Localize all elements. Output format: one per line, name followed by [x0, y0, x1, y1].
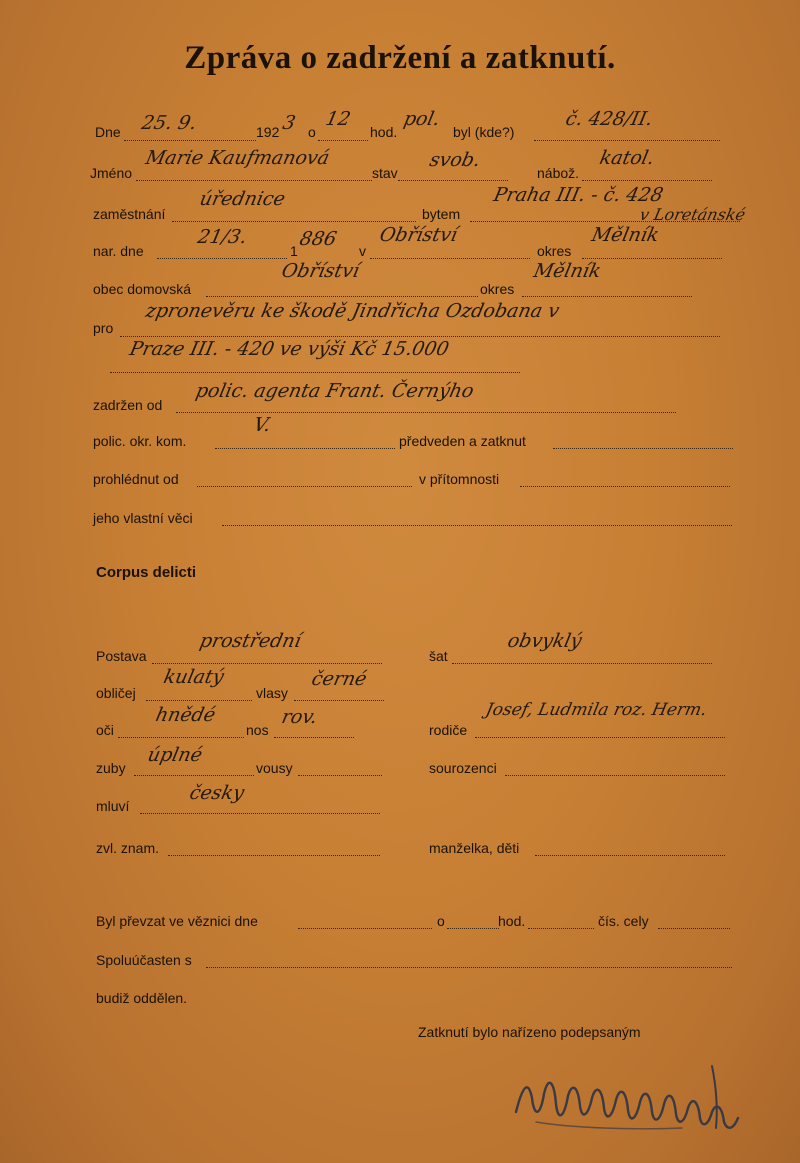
label-cis-cely: čís. cely — [598, 913, 649, 929]
label-zadrzen-od: zadržen od — [93, 397, 163, 413]
field-line-zamestnani — [172, 221, 416, 222]
signature-drawing — [512, 1058, 752, 1138]
value-oci: hnědé — [153, 704, 218, 726]
label-manzelka: manželka, děti — [429, 840, 520, 856]
heading-corpus-delicti: Corpus delicti — [96, 564, 197, 581]
value-okres: Mělník — [589, 224, 661, 246]
field-line-cis-cely — [658, 928, 730, 929]
value-nar-dne: 21/3. — [195, 226, 250, 248]
form-title: Zpráva o zadržení a zatknutí. — [184, 40, 616, 76]
label-mluvi: mluví — [96, 798, 130, 814]
field-line-nar-dne — [157, 258, 287, 259]
field-line-spoluucasten — [206, 967, 732, 968]
value-zadrzen-od: polic. agenta Frant. Černýho — [193, 380, 476, 402]
label-obec-domovska: obec domovská — [93, 281, 192, 297]
label-zamestnani: zaměstnání — [93, 206, 166, 222]
label-prohlednut-od: prohlédnut od — [93, 471, 179, 487]
label-byl-kde: byl (kde?) — [453, 124, 515, 140]
label-sourozenci: sourozenci — [429, 760, 497, 776]
field-line-prohlednut — [197, 486, 412, 487]
field-line-o-2 — [447, 928, 499, 929]
label-budiz-oddelen: budiž oddělen. — [96, 990, 188, 1006]
value-jmeno: Marie Kaufmanová — [143, 147, 332, 169]
label-stav: stav — [372, 165, 398, 181]
field-line-pro-1 — [120, 336, 720, 337]
field-line-jmeno — [136, 180, 372, 181]
field-line-manzelka — [535, 855, 725, 856]
field-line-sourozenci — [505, 775, 725, 776]
value-odpol: pol. — [401, 108, 443, 130]
field-line-veci — [222, 525, 732, 526]
value-hour: 12 — [323, 108, 353, 130]
label-okres: okres — [537, 243, 572, 259]
value-postava: prostřední — [197, 630, 304, 652]
value-obec-domovska: Obříství — [279, 260, 362, 282]
field-line-kde — [534, 140, 720, 141]
value-bytem: Praha III. - č. 428 — [491, 184, 666, 206]
label-jeho-veci: jeho vlastní věci — [93, 510, 193, 526]
label-postava: Postava — [96, 648, 147, 664]
field-line-okres-2 — [522, 296, 692, 297]
label-o-2: o — [437, 913, 445, 929]
value-rodice: Josef, Ludmila roz. Herm. — [483, 700, 709, 720]
field-line-sat — [452, 663, 712, 664]
field-line-oci — [118, 737, 244, 738]
label-zvl-znam: zvl. znam. — [96, 840, 160, 856]
value-naboz: katol. — [597, 147, 657, 169]
label-prevzat: Byl převzat ve věznici dne — [96, 913, 258, 929]
field-line-dne — [124, 140, 256, 141]
field-line-mluvi — [140, 813, 380, 814]
label-hod-2: hod. — [498, 913, 526, 929]
label-predveden: předveden a zatknut — [399, 433, 526, 449]
value-zamestnani: úřednice — [197, 188, 288, 210]
field-line-naboz — [582, 180, 712, 181]
field-line-vlasy — [294, 700, 384, 701]
value-sat: obvyklý — [505, 630, 584, 652]
field-line-oblicej — [146, 700, 252, 701]
field-line-zadrzen — [176, 412, 676, 413]
field-line-zvl-znam — [168, 855, 380, 856]
value-vlasy: černé — [309, 668, 369, 690]
value-oblicej: kulatý — [161, 666, 226, 688]
label-okres-2: okres — [480, 281, 515, 297]
label-zuby: zuby — [96, 760, 126, 776]
label-v-pritomnosti: v přítomnosti — [419, 471, 500, 487]
label-year: 192 — [256, 124, 280, 140]
field-line-vousy — [298, 775, 382, 776]
value-dne: 25. 9. — [139, 112, 199, 134]
field-line-o — [318, 140, 368, 141]
label-polic-okr-kom: polic. okr. kom. — [93, 433, 187, 449]
value-zuby: úplné — [145, 744, 205, 766]
field-line-misto — [370, 258, 530, 259]
label-naboz: nábož. — [537, 165, 580, 181]
label-dne: Dne — [95, 124, 121, 140]
field-line-hod-2 — [528, 928, 594, 929]
field-line-stav — [398, 180, 508, 181]
label-vousy: vousy — [256, 760, 293, 776]
label-jmeno: Jméno — [90, 165, 133, 181]
field-line-rodice — [475, 737, 725, 738]
label-oblicej: obličej — [96, 685, 136, 701]
label-nos: nos — [246, 722, 269, 738]
field-line-okres — [582, 258, 722, 259]
label-zatknuti-narizeno: Zatknutí bylo nařízeno podepsaným — [418, 1024, 641, 1040]
label-vlasy: vlasy — [256, 685, 288, 701]
label-nar-rok: 1 — [290, 243, 298, 259]
value-mluvi: česky — [187, 782, 247, 804]
value-year: 3 — [280, 112, 298, 134]
label-sat: šat — [429, 648, 448, 664]
field-line-pro-2 — [110, 372, 520, 373]
field-line-polic — [215, 448, 395, 449]
label-nar-dne: nar. dne — [93, 243, 144, 259]
value-polic-okr-kom: V. — [251, 414, 273, 436]
field-line-obec — [206, 296, 478, 297]
value-nos: rov. — [279, 706, 320, 728]
label-hod: hod. — [370, 124, 398, 140]
field-line-zuby — [134, 775, 254, 776]
signature — [512, 1058, 752, 1143]
label-pro: pro — [93, 320, 114, 336]
field-line-predveden — [553, 448, 733, 449]
value-bytem-street: v Loretánské — [637, 205, 748, 224]
value-okres-2: Mělník — [531, 260, 603, 282]
label-o: o — [308, 124, 316, 140]
value-stav: svob. — [427, 149, 483, 171]
field-line-postava — [152, 663, 382, 664]
value-pro-line-2: Praze III. - 420 ve výši Kč 15.000 — [127, 338, 451, 360]
field-line-prevzat — [298, 928, 432, 929]
label-spoluucasten: Spoluúčasten s — [96, 952, 192, 968]
value-kde: č. 428/II. — [563, 108, 655, 130]
label-bytem: bytem — [422, 206, 461, 222]
value-nar-misto: Obříství — [377, 224, 460, 246]
value-pro-line-1: zpronevěru ke škodě Jindřicha Ozdobana v — [143, 300, 562, 322]
label-rodice: rodiče — [429, 722, 468, 738]
field-line-pritomnosti — [520, 486, 730, 487]
label-oci: oči — [96, 722, 114, 738]
label-v: v — [359, 243, 366, 259]
value-nar-rok: 886 — [297, 228, 339, 250]
field-line-nos — [274, 737, 354, 738]
